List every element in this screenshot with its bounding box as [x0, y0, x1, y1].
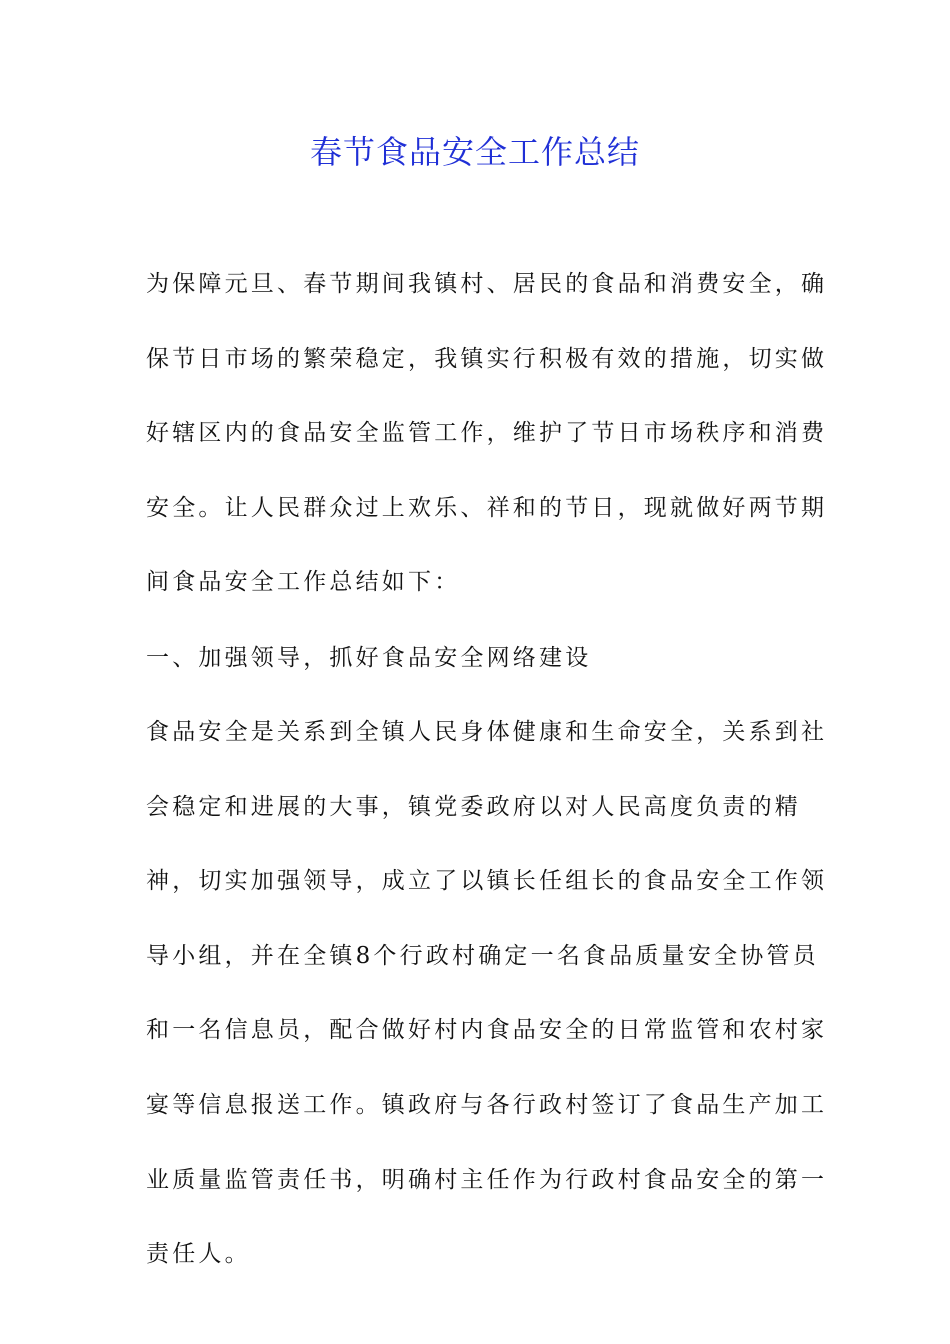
- paragraph-text: 为保障元旦、春节期间我镇村、居民的食品和消费安全，确保节日市场的繁荣稳定，我镇实行积极有效的措施，切实做好辖区内的食品安全监管工作，维护了节日市场秩序和消费安全。让人民群众过上欢乐、祥和的节日，现就做好两节期间食品安全工作总结如下：: [146, 271, 828, 596]
- paragraph-text: 食品安全是关系到全镇人民身体健康和生命安全，关系到社会稳定和进展的大事，镇党委政府以对人民高度负责的精神，切实加强领导，成立了以镇长任组长的食品安全工作领导小组，并在全镇8个行政村确定一名食品质量安全协管员和一名信息员，配合做好村内食品安全的日常监管和农村家宴等信息报送工作。镇政府与各行政村签订了食品生产加工业质量监管责任书，明确村主任作为行政村食品安全的第一责任人。: [146, 719, 828, 1268]
- section-paragraph: [146, 695, 836, 1292]
- document-title: 春节食品安全工作总结: [309, 133, 640, 171]
- intro-paragraph: [146, 247, 836, 620]
- section-heading: [146, 621, 836, 696]
- section-heading-text: 一、加强领导，抓好食品安全网络建设: [146, 645, 592, 671]
